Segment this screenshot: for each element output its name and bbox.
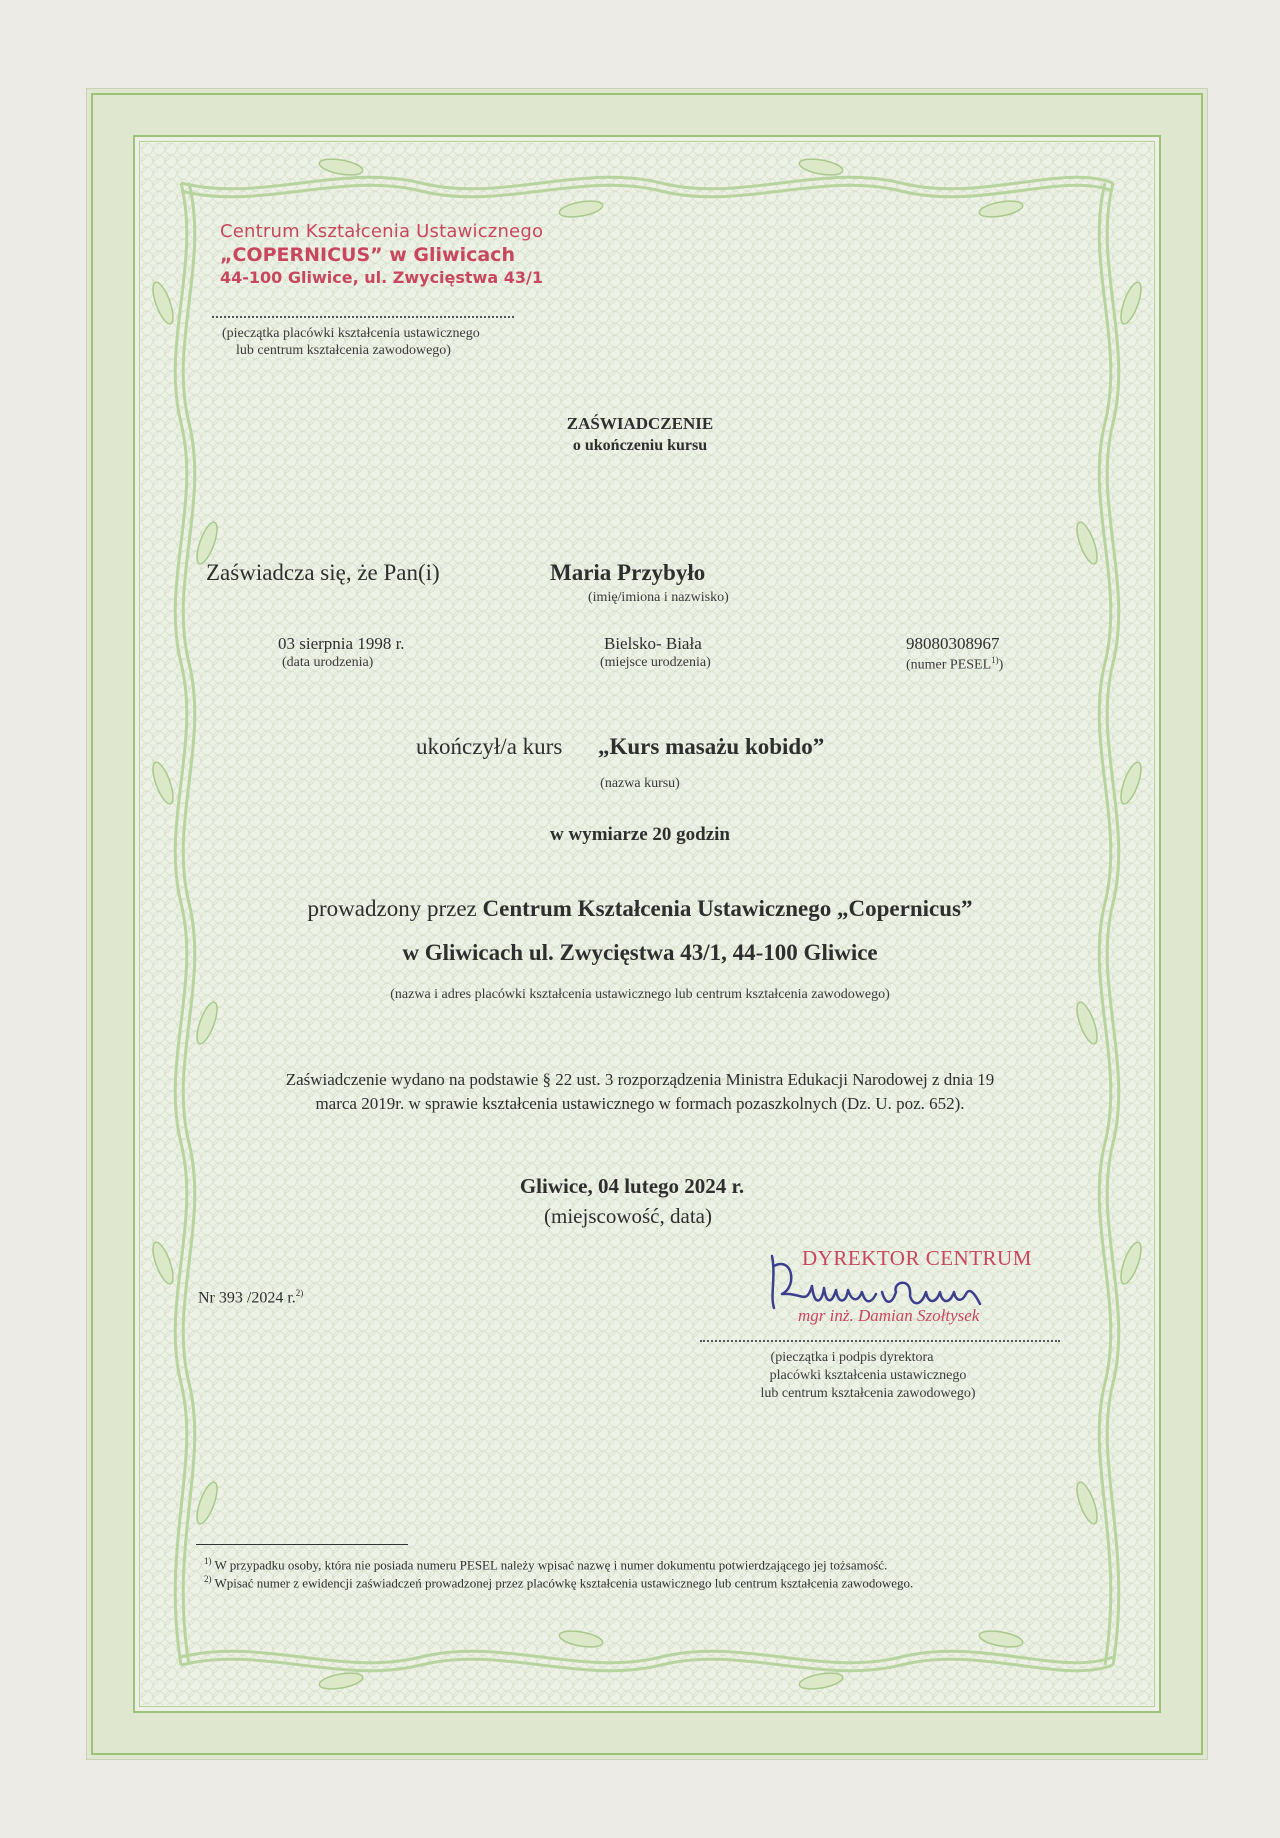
issue-place-date: Gliwice, 04 lutego 2024 r. [519, 1174, 745, 1198]
birth-date-caption: (data urodzenia) [282, 655, 374, 670]
birth-date: 03 sierpnia 1998 r. [278, 634, 405, 653]
certificate-title: ZAŚWIADCZENIE [566, 414, 714, 433]
provider-intro: prowadzony przez [307, 896, 477, 921]
pesel-number: 98080308967 [906, 634, 1000, 653]
birth-place-caption: (miejsce urodzenia) [600, 655, 711, 670]
signature-caption-1: (pieczątka i podpis dyrektora [770, 1350, 934, 1365]
course-intro: ukończył/a kurs [416, 734, 563, 759]
course-duration: w wymiarze 20 godzin [550, 824, 730, 845]
course-name: „Kurs masażu kobido” [598, 734, 825, 759]
stamp-line-1: Centrum Kształcenia Ustawicznego [220, 221, 544, 242]
footnote-2: $^{2)}$ Wpisać numer z ewidencji zaświadczeń prowadzonej przez placówkę kształcenia ustawicznego lub centrum kształcenia zawodowego. [204, 1574, 914, 1591]
signature-dotted-line [700, 1340, 1060, 1342]
stamp-dotted-line [212, 316, 514, 318]
legal-basis-1: Zaświadczenie wydano na podstawie § 22 ust. 3 rozporządzenia Ministra Edukacji Narodowej z dnia 19 [285, 1070, 995, 1089]
leaf-vine-ornament [141, 143, 1153, 1705]
person-name-caption: (imię/imiona i nazwisko) [588, 590, 729, 605]
signature-caption-2: placówki kształcenia ustawicznego [769, 1368, 967, 1383]
issue-place-date-caption: (miejscowość, data) [544, 1204, 712, 1228]
footnote-separator [196, 1544, 408, 1545]
signature-caption-3: lub centrum kształcenia zawodowego) [760, 1386, 976, 1401]
provider-line [308, 896, 973, 922]
attest-intro: Zaświadcza się, że Pan(i) [206, 560, 440, 585]
pesel-caption: (numer PESEL$^{1)}$) [906, 655, 1004, 673]
person-name: Maria Przybyło [550, 560, 706, 585]
provider-name: Centrum Kształcenia Ustawicznego „Copernicus” [482, 896, 973, 921]
institution-stamp [220, 220, 543, 289]
provider-address: w Gliwicach ul. Zwycięstwa 43/1, 44-100 Gliwice [402, 940, 878, 965]
director-stamp-title: DYREKTOR CENTRUM [802, 1246, 1032, 1270]
director-stamp-name: mgr inż. Damian Szołtysek [798, 1306, 980, 1325]
footnote-1: $^{1)}$ W przypadku osoby, która nie posiada numeru PESEL należy wpisać nazwę i numer dokumentu potwierdzającego jej tożsamość. [204, 1556, 888, 1573]
certificate-subtitle: o ukończeniu kursu [572, 437, 708, 454]
stamp-line-2: „COPERNICUS” w Gliwicach [220, 244, 515, 267]
stamp-line-3: 44-100 Gliwice, ul. Zwycięstwa 43/1 [220, 268, 543, 288]
birth-place: Bielsko- Biała [604, 634, 702, 653]
course-name-caption: (nazwa kursu) [600, 776, 680, 791]
stamp-caption-2: lub centrum kształcenia zawodowego) [236, 343, 451, 358]
legal-basis-2: marca 2019r. w sprawie kształcenia ustawicznego w formach pozaszkolnych (Dz. U. poz. 652). [315, 1094, 965, 1113]
stamp-caption-1: (pieczątka placówki kształcenia ustawicznego [222, 326, 480, 341]
director-signature [762, 1246, 1012, 1326]
certificate-number: Nr 393 /2024 r.$^{2)}$ [198, 1288, 304, 1307]
provider-caption: (nazwa i adres placówki kształcenia ustawicznego lub centrum kształcenia zawodowego) [390, 987, 890, 1002]
